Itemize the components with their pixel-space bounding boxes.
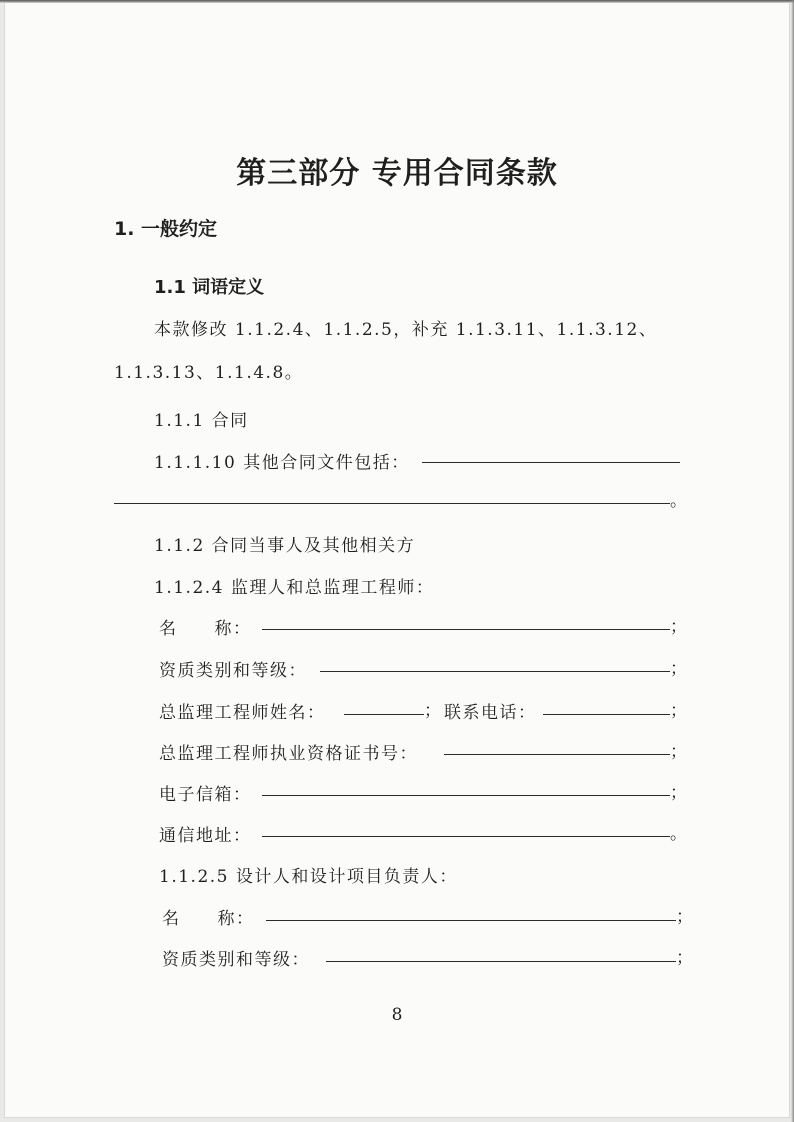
clause-1-1-2-5: 1.1.2.5 设计人和设计项目负责人： — [159, 867, 458, 887]
clause-1-1-2: 1.1.2 合同当事人及其他相关方 — [154, 536, 416, 556]
clause-1-1-1-10-label: 1.1.1.10 其他合同文件包括： — [154, 453, 410, 473]
punctuation-period: 。 — [670, 491, 689, 511]
address-blank[interactable] — [262, 836, 670, 837]
supervisor-qualification-label: 资质类别和等级： — [159, 661, 307, 681]
punctuation-semicolon: ； — [670, 742, 689, 762]
email-blank[interactable] — [262, 795, 670, 796]
supervisor-name-label: 名 称： — [159, 619, 252, 639]
phone-blank[interactable] — [543, 714, 670, 715]
designer-qualification-blank[interactable] — [326, 961, 676, 962]
intro-text-line-1: 本款修改 1.1.2.4、1.1.2.5，补充 1.1.3.11、1.1.3.12、 — [154, 320, 658, 340]
designer-name-blank[interactable] — [266, 920, 676, 921]
chief-supervisor-name-blank[interactable] — [344, 714, 424, 715]
chief-supervisor-cert-blank[interactable] — [444, 754, 670, 755]
other-documents-blank-2[interactable] — [114, 503, 670, 504]
clause-1-1-2-4: 1.1.2.4 监理人和总监理工程师： — [154, 578, 435, 598]
chief-supervisor-name-label: 总监理工程师姓名： — [159, 703, 326, 723]
punctuation-semicolon: ； — [676, 907, 695, 927]
designer-name-label: 名 称： — [162, 909, 255, 929]
punctuation-semicolon: ； — [676, 948, 695, 968]
punctuation-semicolon: ； — [670, 617, 689, 637]
email-label: 电子信箱： — [159, 785, 252, 805]
punctuation-semicolon: ； — [670, 659, 689, 679]
address-label: 通信地址： — [159, 826, 252, 846]
section-heading-general: 1. 一般约定 — [114, 218, 218, 240]
page-number: 8 — [391, 1005, 403, 1025]
punctuation-semicolon: ； — [670, 701, 689, 721]
supervisor-qualification-blank[interactable] — [320, 671, 670, 672]
supervisor-name-blank[interactable] — [262, 629, 670, 630]
phone-label: 联系电话： — [444, 703, 537, 723]
other-documents-blank-1[interactable] — [422, 462, 680, 463]
page-title: 第三部分 专用合同条款 — [236, 156, 558, 191]
scan-edge-top — [0, 0, 794, 3]
intro-text-line-2: 1.1.3.13、1.1.4.8。 — [114, 363, 304, 383]
document-page — [4, 2, 790, 1118]
designer-qualification-label: 资质类别和等级： — [162, 950, 310, 970]
subsection-heading-definitions: 1.1 词语定义 — [154, 277, 265, 298]
punctuation-period: 。 — [670, 824, 689, 844]
punctuation-semicolon: ； — [670, 783, 689, 803]
clause-1-1-1: 1.1.1 合同 — [154, 411, 249, 431]
chief-supervisor-cert-label: 总监理工程师执业资格证书号： — [159, 744, 418, 764]
punctuation-semicolon: ； — [424, 701, 443, 721]
